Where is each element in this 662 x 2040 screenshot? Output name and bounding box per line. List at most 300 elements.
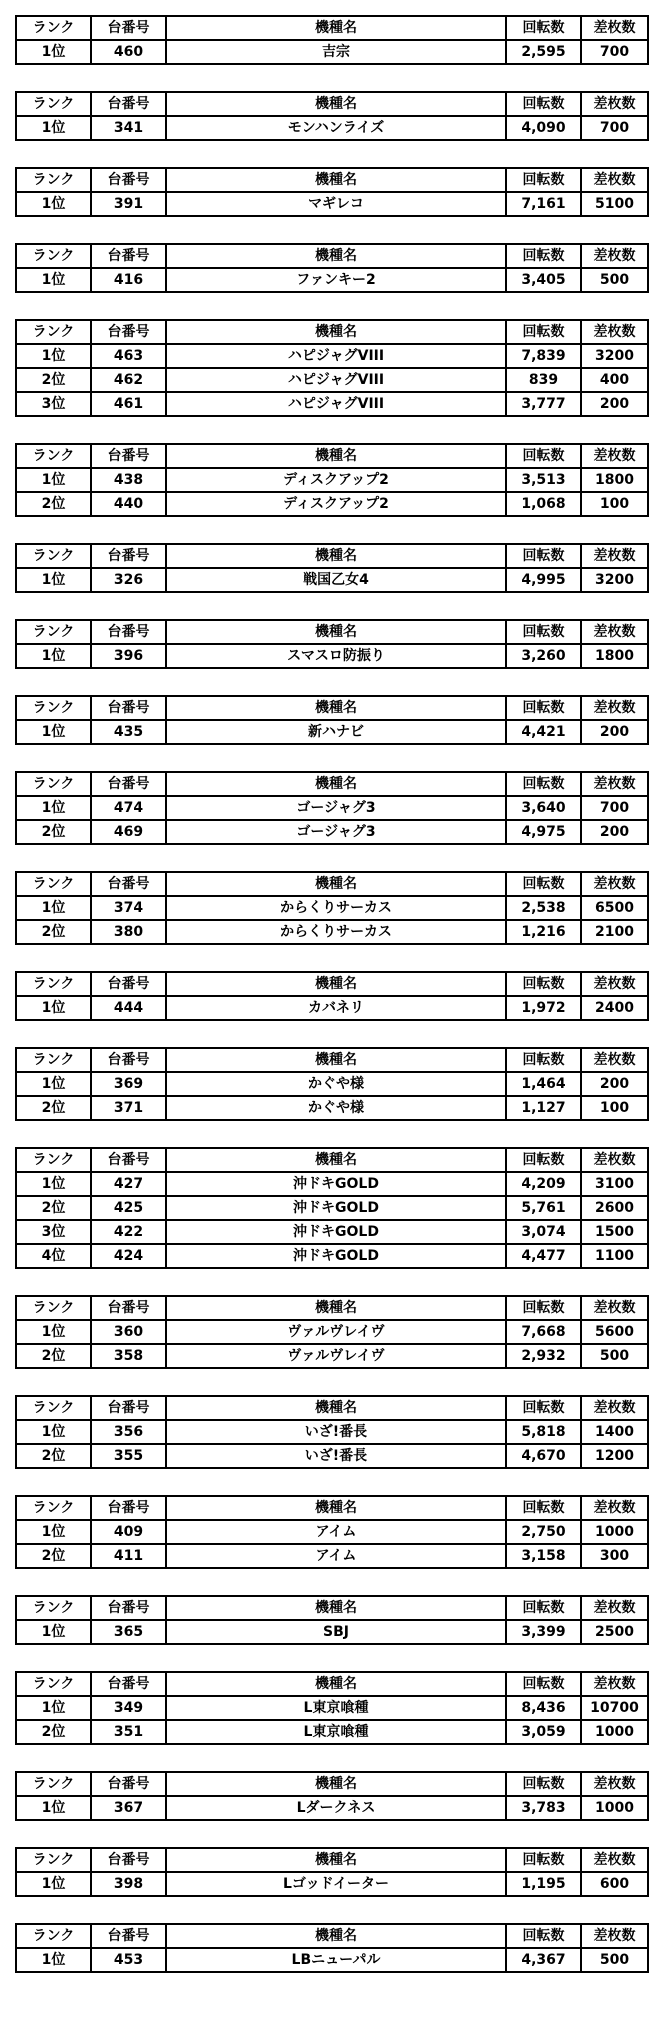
table-row bbox=[16, 1344, 648, 1368]
cell-model: ディスクアップ2 bbox=[166, 468, 506, 492]
ranking-table bbox=[15, 1147, 649, 1269]
cell-rank: 1位 bbox=[16, 1320, 91, 1344]
cell-diff: 1500 bbox=[581, 1220, 648, 1244]
ranking-table bbox=[15, 1923, 649, 1973]
cell-model: Lダークネス bbox=[166, 1796, 506, 1820]
cell-machine-no: 435 bbox=[91, 720, 166, 744]
header-model: 機種名 bbox=[166, 444, 506, 468]
header-diff: 差枚数 bbox=[581, 1672, 648, 1696]
cell-diff: 500 bbox=[581, 1344, 648, 1368]
header-machine-no: 台番号 bbox=[91, 92, 166, 116]
cell-machine-no: 444 bbox=[91, 996, 166, 1020]
cell-machine-no: 422 bbox=[91, 1220, 166, 1244]
header-model: 機種名 bbox=[166, 1772, 506, 1796]
table-row bbox=[16, 1872, 648, 1896]
header-machine-no: 台番号 bbox=[91, 1496, 166, 1520]
cell-diff: 300 bbox=[581, 1544, 648, 1568]
header-diff: 差枚数 bbox=[581, 1772, 648, 1796]
ranking-table bbox=[15, 1495, 649, 1569]
header-rank: ランク bbox=[16, 1596, 91, 1620]
header-rank: ランク bbox=[16, 168, 91, 192]
cell-spins: 1,972 bbox=[506, 996, 581, 1020]
cell-spins: 1,216 bbox=[506, 920, 581, 944]
cell-machine-no: 463 bbox=[91, 344, 166, 368]
ranking-table bbox=[15, 1595, 649, 1645]
header-model: 機種名 bbox=[166, 1396, 506, 1420]
cell-machine-no: 341 bbox=[91, 116, 166, 140]
ranking-table bbox=[15, 1295, 649, 1369]
ranking-table bbox=[15, 695, 649, 745]
table-header-row bbox=[16, 92, 648, 116]
table-row bbox=[16, 40, 648, 64]
header-diff: 差枚数 bbox=[581, 544, 648, 568]
header-rank: ランク bbox=[16, 1496, 91, 1520]
header-machine-no: 台番号 bbox=[91, 544, 166, 568]
table-header-row bbox=[16, 1848, 648, 1872]
cell-rank: 4位 bbox=[16, 1244, 91, 1268]
header-machine-no: 台番号 bbox=[91, 1848, 166, 1872]
table-row bbox=[16, 344, 648, 368]
cell-spins: 4,367 bbox=[506, 1948, 581, 1972]
cell-model: かぐや様 bbox=[166, 1072, 506, 1096]
header-model: 機種名 bbox=[166, 544, 506, 568]
header-model: 機種名 bbox=[166, 1048, 506, 1072]
cell-diff: 1800 bbox=[581, 468, 648, 492]
cell-model: L東京喰種 bbox=[166, 1720, 506, 1744]
cell-diff: 700 bbox=[581, 796, 648, 820]
table-header-row bbox=[16, 1924, 648, 1948]
table-header-row bbox=[16, 1396, 648, 1420]
header-machine-no: 台番号 bbox=[91, 444, 166, 468]
cell-machine-no: 469 bbox=[91, 820, 166, 844]
header-model: 機種名 bbox=[166, 320, 506, 344]
table-header-row bbox=[16, 972, 648, 996]
cell-rank: 1位 bbox=[16, 192, 91, 216]
header-spins: 回転数 bbox=[506, 1596, 581, 1620]
cell-diff: 1200 bbox=[581, 1444, 648, 1468]
cell-rank: 2位 bbox=[16, 368, 91, 392]
cell-model: ファンキー2 bbox=[166, 268, 506, 292]
header-rank: ランク bbox=[16, 92, 91, 116]
cell-spins: 3,260 bbox=[506, 644, 581, 668]
header-spins: 回転数 bbox=[506, 1672, 581, 1696]
header-machine-no: 台番号 bbox=[91, 1148, 166, 1172]
ranking-table bbox=[15, 1771, 649, 1821]
cell-rank: 2位 bbox=[16, 1544, 91, 1568]
table-row bbox=[16, 1544, 648, 1568]
cell-model: 沖ドキGOLD bbox=[166, 1244, 506, 1268]
cell-rank: 1位 bbox=[16, 344, 91, 368]
cell-spins: 2,595 bbox=[506, 40, 581, 64]
cell-rank: 2位 bbox=[16, 1444, 91, 1468]
table-header-row bbox=[16, 1048, 648, 1072]
cell-model: 沖ドキGOLD bbox=[166, 1220, 506, 1244]
header-rank: ランク bbox=[16, 972, 91, 996]
table-row bbox=[16, 1796, 648, 1820]
header-spins: 回転数 bbox=[506, 244, 581, 268]
header-spins: 回転数 bbox=[506, 1296, 581, 1320]
cell-diff: 2400 bbox=[581, 996, 648, 1020]
cell-model: ヴァルヴレイヴ bbox=[166, 1344, 506, 1368]
cell-spins: 8,436 bbox=[506, 1696, 581, 1720]
header-diff: 差枚数 bbox=[581, 320, 648, 344]
table-header-row bbox=[16, 16, 648, 40]
table-header-row bbox=[16, 1496, 648, 1520]
cell-machine-no: 398 bbox=[91, 1872, 166, 1896]
header-rank: ランク bbox=[16, 696, 91, 720]
cell-rank: 1位 bbox=[16, 1696, 91, 1720]
cell-spins: 2,932 bbox=[506, 1344, 581, 1368]
header-rank: ランク bbox=[16, 872, 91, 896]
cell-spins: 7,668 bbox=[506, 1320, 581, 1344]
cell-model: L東京喰種 bbox=[166, 1696, 506, 1720]
header-rank: ランク bbox=[16, 1148, 91, 1172]
cell-model: マギレコ bbox=[166, 192, 506, 216]
ranking-table bbox=[15, 443, 649, 517]
table-row bbox=[16, 820, 648, 844]
header-machine-no: 台番号 bbox=[91, 1048, 166, 1072]
cell-rank: 1位 bbox=[16, 268, 91, 292]
header-diff: 差枚数 bbox=[581, 1396, 648, 1420]
cell-spins: 2,750 bbox=[506, 1520, 581, 1544]
header-spins: 回転数 bbox=[506, 620, 581, 644]
header-spins: 回転数 bbox=[506, 168, 581, 192]
header-machine-no: 台番号 bbox=[91, 1296, 166, 1320]
cell-spins: 839 bbox=[506, 368, 581, 392]
ranking-table bbox=[15, 771, 649, 845]
header-machine-no: 台番号 bbox=[91, 168, 166, 192]
header-rank: ランク bbox=[16, 244, 91, 268]
ranking-table bbox=[15, 1847, 649, 1897]
header-machine-no: 台番号 bbox=[91, 696, 166, 720]
header-machine-no: 台番号 bbox=[91, 620, 166, 644]
header-diff: 差枚数 bbox=[581, 16, 648, 40]
cell-spins: 3,777 bbox=[506, 392, 581, 416]
table-row bbox=[16, 568, 648, 592]
cell-model: からくりサーカス bbox=[166, 896, 506, 920]
header-machine-no: 台番号 bbox=[91, 320, 166, 344]
cell-machine-no: 411 bbox=[91, 1544, 166, 1568]
table-row bbox=[16, 1420, 648, 1444]
header-spins: 回転数 bbox=[506, 972, 581, 996]
header-model: 機種名 bbox=[166, 696, 506, 720]
header-machine-no: 台番号 bbox=[91, 1772, 166, 1796]
cell-machine-no: 438 bbox=[91, 468, 166, 492]
cell-model: 戦国乙女4 bbox=[166, 568, 506, 592]
cell-model: からくりサーカス bbox=[166, 920, 506, 944]
cell-rank: 1位 bbox=[16, 996, 91, 1020]
header-rank: ランク bbox=[16, 1672, 91, 1696]
header-model: 機種名 bbox=[166, 620, 506, 644]
ranking-table bbox=[15, 871, 649, 945]
header-model: 機種名 bbox=[166, 168, 506, 192]
table-header-row bbox=[16, 320, 648, 344]
cell-rank: 1位 bbox=[16, 468, 91, 492]
cell-spins: 1,068 bbox=[506, 492, 581, 516]
cell-spins: 3,059 bbox=[506, 1720, 581, 1744]
cell-diff: 5600 bbox=[581, 1320, 648, 1344]
cell-diff: 700 bbox=[581, 116, 648, 140]
cell-diff: 500 bbox=[581, 1948, 648, 1972]
cell-spins: 4,421 bbox=[506, 720, 581, 744]
cell-model: アイム bbox=[166, 1544, 506, 1568]
header-spins: 回転数 bbox=[506, 16, 581, 40]
header-diff: 差枚数 bbox=[581, 1048, 648, 1072]
cell-machine-no: 424 bbox=[91, 1244, 166, 1268]
header-diff: 差枚数 bbox=[581, 972, 648, 996]
table-header-row bbox=[16, 1772, 648, 1796]
cell-rank: 1位 bbox=[16, 644, 91, 668]
cell-machine-no: 440 bbox=[91, 492, 166, 516]
cell-diff: 3200 bbox=[581, 568, 648, 592]
header-diff: 差枚数 bbox=[581, 872, 648, 896]
cell-machine-no: 453 bbox=[91, 1948, 166, 1972]
cell-rank: 1位 bbox=[16, 720, 91, 744]
table-row bbox=[16, 720, 648, 744]
cell-model: 沖ドキGOLD bbox=[166, 1196, 506, 1220]
cell-model: 吉宗 bbox=[166, 40, 506, 64]
table-row bbox=[16, 920, 648, 944]
table-row bbox=[16, 392, 648, 416]
cell-machine-no: 425 bbox=[91, 1196, 166, 1220]
cell-machine-no: 416 bbox=[91, 268, 166, 292]
cell-model: ゴージャグ3 bbox=[166, 796, 506, 820]
header-model: 機種名 bbox=[166, 1848, 506, 1872]
table-header-row bbox=[16, 1596, 648, 1620]
cell-diff: 1400 bbox=[581, 1420, 648, 1444]
header-spins: 回転数 bbox=[506, 1772, 581, 1796]
table-row bbox=[16, 1172, 648, 1196]
ranking-table bbox=[15, 319, 649, 417]
cell-model: ゴージャグ3 bbox=[166, 820, 506, 844]
table-header-row bbox=[16, 544, 648, 568]
table-row bbox=[16, 468, 648, 492]
header-diff: 差枚数 bbox=[581, 1924, 648, 1948]
ranking-table bbox=[15, 91, 649, 141]
table-row bbox=[16, 644, 648, 668]
table-header-row bbox=[16, 1148, 648, 1172]
header-diff: 差枚数 bbox=[581, 1596, 648, 1620]
header-model: 機種名 bbox=[166, 872, 506, 896]
header-rank: ランク bbox=[16, 1296, 91, 1320]
table-row bbox=[16, 192, 648, 216]
cell-diff: 1000 bbox=[581, 1796, 648, 1820]
header-machine-no: 台番号 bbox=[91, 1396, 166, 1420]
cell-spins: 4,090 bbox=[506, 116, 581, 140]
cell-rank: 1位 bbox=[16, 1872, 91, 1896]
cell-model: 新ハナビ bbox=[166, 720, 506, 744]
cell-diff: 1800 bbox=[581, 644, 648, 668]
header-rank: ランク bbox=[16, 16, 91, 40]
cell-diff: 3200 bbox=[581, 344, 648, 368]
cell-diff: 400 bbox=[581, 368, 648, 392]
cell-diff: 100 bbox=[581, 492, 648, 516]
cell-rank: 1位 bbox=[16, 568, 91, 592]
header-machine-no: 台番号 bbox=[91, 16, 166, 40]
cell-machine-no: 427 bbox=[91, 1172, 166, 1196]
cell-rank: 1位 bbox=[16, 1072, 91, 1096]
header-rank: ランク bbox=[16, 1048, 91, 1072]
cell-rank: 1位 bbox=[16, 1420, 91, 1444]
ranking-table bbox=[15, 543, 649, 593]
header-model: 機種名 bbox=[166, 1672, 506, 1696]
table-row bbox=[16, 1096, 648, 1120]
table-row bbox=[16, 1948, 648, 1972]
cell-spins: 3,513 bbox=[506, 468, 581, 492]
cell-model: モンハンライズ bbox=[166, 116, 506, 140]
ranking-table bbox=[15, 167, 649, 217]
cell-model: ハピジャグVIII bbox=[166, 344, 506, 368]
cell-machine-no: 351 bbox=[91, 1720, 166, 1744]
header-rank: ランク bbox=[16, 1848, 91, 1872]
cell-spins: 5,761 bbox=[506, 1196, 581, 1220]
cell-spins: 7,839 bbox=[506, 344, 581, 368]
cell-diff: 5100 bbox=[581, 192, 648, 216]
cell-diff: 10700 bbox=[581, 1696, 648, 1720]
cell-model: ヴァルヴレイヴ bbox=[166, 1320, 506, 1344]
cell-diff: 200 bbox=[581, 720, 648, 744]
header-machine-no: 台番号 bbox=[91, 772, 166, 796]
table-row bbox=[16, 116, 648, 140]
cell-machine-no: 349 bbox=[91, 1696, 166, 1720]
table-header-row bbox=[16, 168, 648, 192]
cell-rank: 1位 bbox=[16, 40, 91, 64]
ranking-table bbox=[15, 1671, 649, 1745]
header-model: 機種名 bbox=[166, 1296, 506, 1320]
cell-spins: 3,783 bbox=[506, 1796, 581, 1820]
table-header-row bbox=[16, 696, 648, 720]
header-model: 機種名 bbox=[166, 1148, 506, 1172]
table-row bbox=[16, 1444, 648, 1468]
cell-model: 沖ドキGOLD bbox=[166, 1172, 506, 1196]
header-rank: ランク bbox=[16, 444, 91, 468]
header-diff: 差枚数 bbox=[581, 1148, 648, 1172]
cell-model: いざ!番長 bbox=[166, 1444, 506, 1468]
cell-model: かぐや様 bbox=[166, 1096, 506, 1120]
header-spins: 回転数 bbox=[506, 696, 581, 720]
cell-rank: 3位 bbox=[16, 392, 91, 416]
cell-rank: 1位 bbox=[16, 1172, 91, 1196]
cell-diff: 1000 bbox=[581, 1520, 648, 1544]
table-row bbox=[16, 996, 648, 1020]
header-machine-no: 台番号 bbox=[91, 872, 166, 896]
cell-rank: 1位 bbox=[16, 116, 91, 140]
cell-machine-no: 391 bbox=[91, 192, 166, 216]
header-rank: ランク bbox=[16, 1772, 91, 1796]
table-header-row bbox=[16, 872, 648, 896]
header-diff: 差枚数 bbox=[581, 168, 648, 192]
header-rank: ランク bbox=[16, 320, 91, 344]
table-row bbox=[16, 1696, 648, 1720]
table-row bbox=[16, 1320, 648, 1344]
cell-diff: 600 bbox=[581, 1872, 648, 1896]
cell-rank: 1位 bbox=[16, 1620, 91, 1644]
ranking-tables bbox=[15, 15, 647, 1999]
header-machine-no: 台番号 bbox=[91, 244, 166, 268]
cell-machine-no: 380 bbox=[91, 920, 166, 944]
table-row bbox=[16, 1220, 648, 1244]
header-spins: 回転数 bbox=[506, 872, 581, 896]
header-spins: 回転数 bbox=[506, 772, 581, 796]
cell-machine-no: 369 bbox=[91, 1072, 166, 1096]
cell-spins: 4,209 bbox=[506, 1172, 581, 1196]
cell-machine-no: 360 bbox=[91, 1320, 166, 1344]
cell-diff: 200 bbox=[581, 392, 648, 416]
header-machine-no: 台番号 bbox=[91, 1596, 166, 1620]
header-diff: 差枚数 bbox=[581, 1848, 648, 1872]
table-header-row bbox=[16, 620, 648, 644]
table-row bbox=[16, 1520, 648, 1544]
cell-machine-no: 367 bbox=[91, 1796, 166, 1820]
header-diff: 差枚数 bbox=[581, 1496, 648, 1520]
header-spins: 回転数 bbox=[506, 1396, 581, 1420]
cell-spins: 4,995 bbox=[506, 568, 581, 592]
table-header-row bbox=[16, 1672, 648, 1696]
cell-rank: 1位 bbox=[16, 1520, 91, 1544]
cell-machine-no: 461 bbox=[91, 392, 166, 416]
table-row bbox=[16, 896, 648, 920]
cell-model: Lゴッドイーター bbox=[166, 1872, 506, 1896]
cell-spins: 4,975 bbox=[506, 820, 581, 844]
cell-machine-no: 371 bbox=[91, 1096, 166, 1120]
cell-diff: 3100 bbox=[581, 1172, 648, 1196]
cell-machine-no: 409 bbox=[91, 1520, 166, 1544]
cell-rank: 3位 bbox=[16, 1220, 91, 1244]
cell-diff: 2600 bbox=[581, 1196, 648, 1220]
cell-rank: 2位 bbox=[16, 1196, 91, 1220]
ranking-table bbox=[15, 1395, 649, 1469]
cell-model: ハピジャグVIII bbox=[166, 392, 506, 416]
header-machine-no: 台番号 bbox=[91, 972, 166, 996]
ranking-table bbox=[15, 619, 649, 669]
cell-rank: 2位 bbox=[16, 1720, 91, 1744]
cell-rank: 1位 bbox=[16, 1796, 91, 1820]
table-header-row bbox=[16, 1296, 648, 1320]
cell-diff: 200 bbox=[581, 820, 648, 844]
header-spins: 回転数 bbox=[506, 1496, 581, 1520]
header-model: 機種名 bbox=[166, 92, 506, 116]
cell-rank: 1位 bbox=[16, 796, 91, 820]
cell-diff: 100 bbox=[581, 1096, 648, 1120]
cell-diff: 2100 bbox=[581, 920, 648, 944]
header-rank: ランク bbox=[16, 1924, 91, 1948]
header-spins: 回転数 bbox=[506, 92, 581, 116]
header-model: 機種名 bbox=[166, 1496, 506, 1520]
cell-spins: 1,127 bbox=[506, 1096, 581, 1120]
header-model: 機種名 bbox=[166, 1596, 506, 1620]
cell-machine-no: 396 bbox=[91, 644, 166, 668]
cell-model: いざ!番長 bbox=[166, 1420, 506, 1444]
cell-spins: 1,464 bbox=[506, 1072, 581, 1096]
header-diff: 差枚数 bbox=[581, 696, 648, 720]
header-model: 機種名 bbox=[166, 772, 506, 796]
cell-spins: 5,818 bbox=[506, 1420, 581, 1444]
cell-machine-no: 356 bbox=[91, 1420, 166, 1444]
table-row bbox=[16, 492, 648, 516]
cell-spins: 3,405 bbox=[506, 268, 581, 292]
header-diff: 差枚数 bbox=[581, 92, 648, 116]
table-header-row bbox=[16, 244, 648, 268]
table-row bbox=[16, 1244, 648, 1268]
header-rank: ランク bbox=[16, 772, 91, 796]
cell-diff: 700 bbox=[581, 40, 648, 64]
header-spins: 回転数 bbox=[506, 320, 581, 344]
cell-spins: 1,195 bbox=[506, 1872, 581, 1896]
header-diff: 差枚数 bbox=[581, 244, 648, 268]
header-model: 機種名 bbox=[166, 972, 506, 996]
cell-rank: 2位 bbox=[16, 1096, 91, 1120]
ranking-table bbox=[15, 971, 649, 1021]
